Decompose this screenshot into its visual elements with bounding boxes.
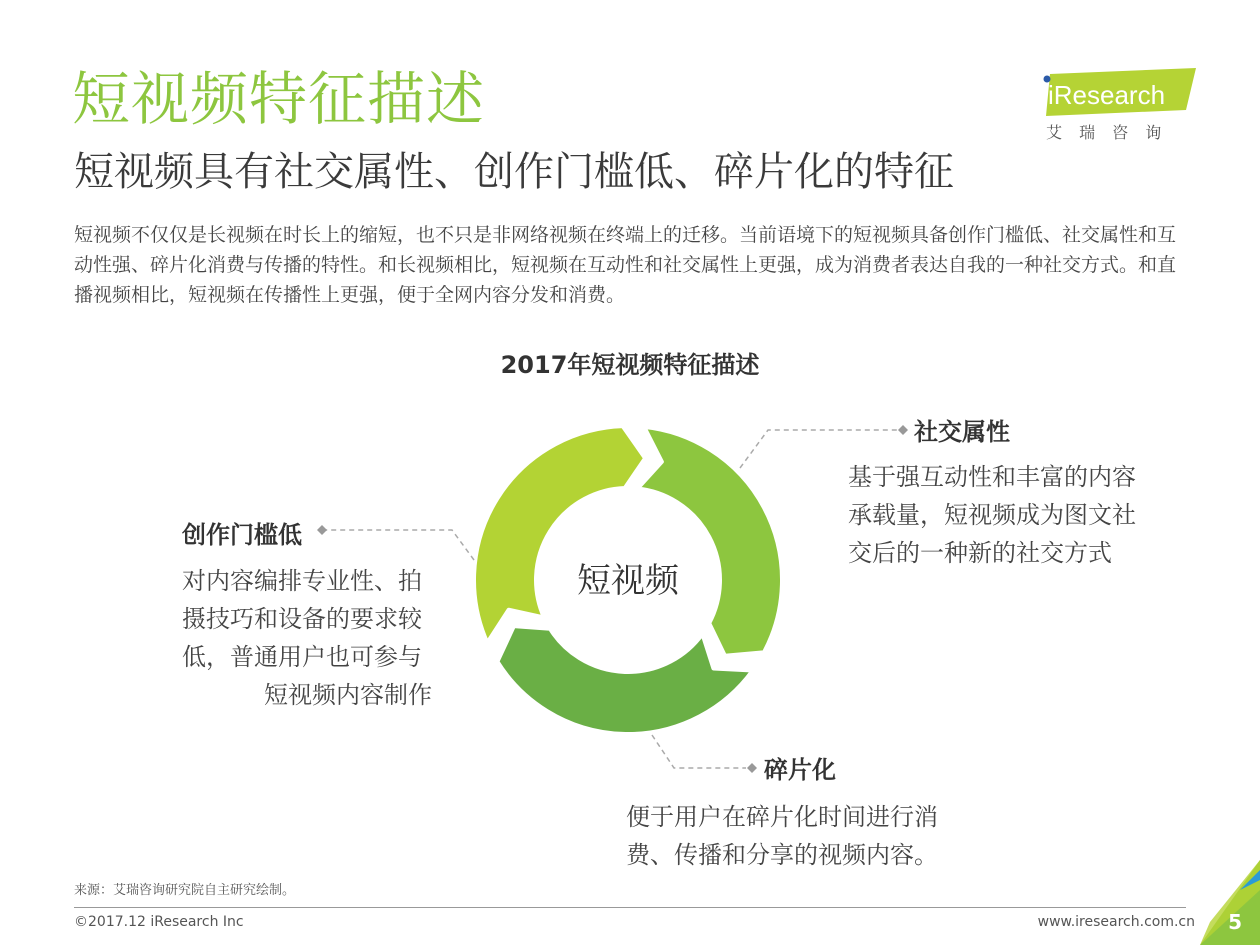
page-subtitle: 短视频具有社交属性、创作门槛低、碎片化的特征 <box>74 149 954 195</box>
feature-desc-fragment <box>626 798 986 874</box>
logo-cn-text: 艾 瑞 咨 询 <box>1046 123 1168 142</box>
feature-desc-line: 短视频内容制作 <box>264 681 432 709</box>
feature-desc-line: 费、传播和分享的视频内容。 <box>626 841 938 869</box>
feature-title-social: 社交属性 <box>914 418 1010 446</box>
ring-segment-fragment <box>497 626 752 734</box>
feature-desc-line: 便于用户在碎片化时间进行消 <box>626 803 938 831</box>
source-note: 来源：艾瑞咨询研究院自主研究绘制。 <box>74 883 296 898</box>
feature-desc-line: 承载量，短视频成为图文社 <box>848 501 1136 529</box>
ring-segment-social <box>638 427 782 656</box>
ring-segment-creation <box>474 426 645 643</box>
diagram-title: 2017年短视频特征描述 <box>500 351 760 379</box>
copyright: ©2017.12 iResearch Inc <box>74 914 244 930</box>
feature-desc-line: 摄技巧和设备的要求较 <box>182 605 422 633</box>
connector-social-diamond-icon <box>898 425 908 435</box>
feature-desc-line: 交后的一种新的社交方式 <box>848 539 1112 567</box>
feature-title-creation: 创作门槛低 <box>182 521 302 549</box>
feature-desc-social <box>848 458 1178 572</box>
connector-creation-diamond-icon <box>317 525 327 535</box>
feature-desc-creation <box>182 562 432 714</box>
intro-paragraph: 短视频不仅仅是长视频在时长上的缩短，也不只是非网络视频在终端上的迁移。当前语境下的短视频具备创作门槛低、社交属性和互动性强、碎片化消费与传播的特性。和长视频相比，短视频在互动性和社交属性上更强，成为消费者表达自我的一种社交方式。和直播视频相比，短视频在传播性上更强，便于全网内容分发和消费。 <box>74 224 1177 306</box>
connector-creation <box>322 530 474 560</box>
center-label: 短视频 <box>577 561 679 601</box>
corner-decoration <box>1180 850 1260 945</box>
feature-title-fragment: 碎片化 <box>764 756 836 784</box>
connector-fragment-diamond-icon <box>747 763 757 773</box>
feature-desc-line: 基于强互动性和丰富的内容 <box>848 463 1136 491</box>
footer-divider <box>74 907 1186 908</box>
connector-fragment <box>652 735 746 768</box>
website-link[interactable]: www.iresearch.com.cn <box>1037 914 1195 930</box>
logo-brand-text: iResearch <box>1048 80 1166 110</box>
page-number: 5 <box>1228 910 1242 934</box>
feature-desc-line: 低，普通用户也可参与 <box>182 643 422 671</box>
page-title: 短视频特征描述 <box>72 65 486 133</box>
feature-desc-line: 对内容编排专业性、拍 <box>182 567 422 595</box>
